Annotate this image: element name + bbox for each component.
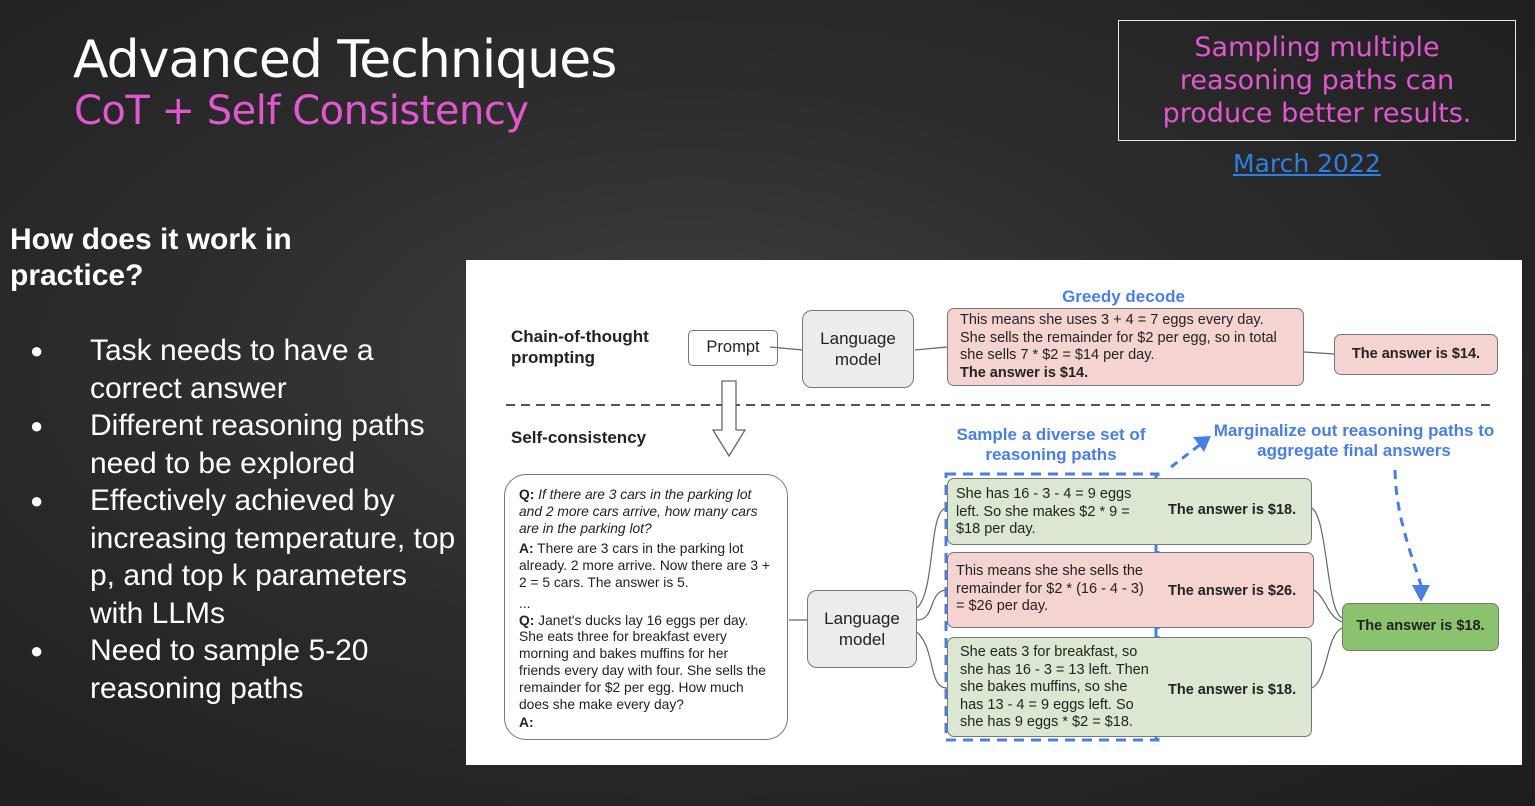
prompt-box: Prompt <box>688 330 778 366</box>
path-answer: The answer is $18. <box>1168 682 1297 698</box>
greedy-answer-box: The answer is $14. <box>1334 334 1498 375</box>
callout-text: Sampling multiple reasoning paths can produce better results. <box>1162 32 1472 129</box>
path-answer: The answer is $18. <box>1168 502 1297 518</box>
path-text: This means she she sells the remainder for $2 * (16 - 4 - 3) = $26 per day. <box>956 563 1144 614</box>
slide-subtitle: CoT + Self Consistency <box>74 88 529 134</box>
bullet-item <box>28 332 458 407</box>
callout-box <box>1118 20 1516 141</box>
greedy-answer-inline: The answer is $14. <box>960 364 1089 381</box>
path-answer: The answer is $26. <box>1168 583 1297 599</box>
q2-text: Janet's ducks lay 16 eggs per day. She eats three for breakfast every morning and bakes muffins for her friends every day with four. She sells the remainder for $2 per egg. How much does she make every day? <box>519 612 766 712</box>
a1-text: There are 3 cars in the parking lot already. 2 more arrive. Now there are 3 + 2 = 5 cars. The answer is 5. <box>519 541 770 590</box>
self-consistency-figure <box>466 260 1522 765</box>
prompt-example-box <box>504 474 788 740</box>
bullet-dot-icon: ● <box>30 488 44 513</box>
a-prefix: A: <box>519 715 534 731</box>
bullet-list <box>28 332 458 707</box>
path-text: She has 16 - 3 - 4 = 9 eggs left. So she makes $2 * 9 = $18 per day. <box>956 486 1132 537</box>
q1-text: If there are 3 cars in the parking lot and 2 more cars arrive, how many cars are in the parking lot? <box>519 487 758 536</box>
q-prefix: Q: <box>519 487 535 502</box>
sample-label: Sample a diverse set of reasoning paths <box>956 425 1146 464</box>
path-text: She eats 3 for breakfast, so she has 16 - 3 = 13 left. Then she bakes muffins, so she has 13 - 4 = 9 eggs left. So she has 9 eggs * $2 = $18. <box>960 644 1149 730</box>
q-prefix: Q: <box>519 612 535 628</box>
slide-title: Advanced Techniques <box>73 30 617 90</box>
bullet-dot-icon: ● <box>30 338 44 363</box>
greedy-text: This means she uses 3 + 4 = 7 eggs every day. She sells the remainder for $2 per egg, so in total she sells 7 * $2 = $14 per day. <box>960 312 1277 363</box>
bullet-dot-icon: ● <box>30 413 44 438</box>
date-link[interactable]: March 2022 <box>1233 149 1381 178</box>
greedy-decode-box <box>947 308 1304 386</box>
language-model-box: Language model <box>802 310 914 388</box>
marginalize-label: Marginalize out reasoning paths to aggregate final answers <box>1213 421 1495 460</box>
bullet-text: Need to sample 5-20 reasoning paths <box>90 634 369 705</box>
a-prefix: A: <box>519 541 534 557</box>
bullet-item <box>28 407 458 482</box>
final-answer-box: The answer is $18. <box>1342 603 1499 651</box>
self-consistency-label: Self-consistency <box>511 428 647 447</box>
language-model-box-2: Language model <box>807 590 917 668</box>
bullet-text: Effectively achieved by increasing temperature, top p, and top k parameters with LLMs <box>90 484 456 630</box>
question-heading: How does it work in practice? <box>10 223 292 292</box>
bullet-item <box>28 482 458 632</box>
ellipsis: ... <box>519 595 531 611</box>
bullet-text: Different reasoning paths need to be explored <box>90 409 425 480</box>
greedy-decode-label: Greedy decode <box>1062 287 1185 306</box>
bullet-dot-icon: ● <box>30 638 44 663</box>
bullet-text: Task needs to have a correct answer <box>90 334 374 405</box>
cot-label: Chain-of-thought prompting <box>511 327 649 367</box>
bullet-item <box>28 632 458 707</box>
